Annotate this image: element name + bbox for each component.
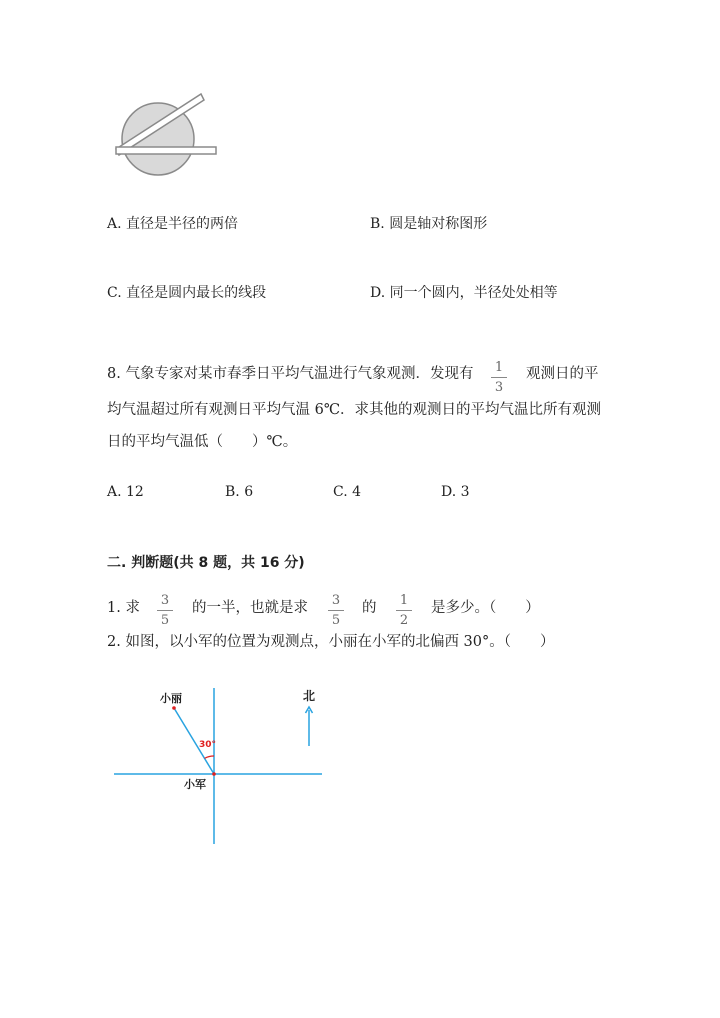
fraction-numerator: 3 xyxy=(331,593,341,608)
q8-line2: 均气温超过所有观测日平均气温 6℃．求其他的观测日的平均气温比所有观测 xyxy=(107,402,602,418)
circle-ruler-figure xyxy=(110,88,230,188)
fraction-bar xyxy=(491,377,507,378)
fraction-denominator: 2 xyxy=(399,613,409,628)
angle-label: 30° xyxy=(199,740,217,750)
fraction-numerator: 1 xyxy=(399,593,409,608)
fraction-bar xyxy=(328,610,344,611)
direction-figure xyxy=(110,682,330,852)
xiaojun-point xyxy=(212,772,216,776)
q8-line1-end: 观测日的平 xyxy=(526,366,599,382)
label-xiaojun: 小军 xyxy=(184,778,206,791)
label-xiaoli: 小丽 xyxy=(160,692,182,705)
j1-mid2: 的 xyxy=(362,600,377,616)
angle-arc xyxy=(205,756,214,758)
fraction-denominator: 3 xyxy=(494,380,504,395)
fraction-denominator: 5 xyxy=(160,613,170,628)
option-d[interactable]: D. 同一个圆内，半径处处相等 xyxy=(370,285,558,301)
fraction-bar xyxy=(157,610,173,611)
label-north: 北 xyxy=(303,689,316,703)
fraction-numerator: 1 xyxy=(494,360,504,375)
j1-fraction-3 xyxy=(394,593,414,628)
j1-prefix: 1. 求 xyxy=(107,600,140,616)
j1-fraction-2 xyxy=(326,593,346,628)
j1-suffix: 是多少。（ ） xyxy=(431,600,540,616)
q8-line1-start: 8. 气象专家对某市春季日平均气温进行气象观测．发现有 xyxy=(107,366,474,382)
xiaoli-point xyxy=(172,706,176,710)
q8-option-d[interactable]: D. 3 xyxy=(441,484,470,500)
fraction-bar xyxy=(396,610,412,611)
option-c[interactable]: C. 直径是圆内最长的线段 xyxy=(107,285,267,301)
q8-line3: 日的平均气温低（ ）℃。 xyxy=(107,434,298,450)
option-b[interactable]: B. 圆是轴对称图形 xyxy=(370,216,488,232)
fraction-denominator: 5 xyxy=(331,613,341,628)
q8-fraction xyxy=(489,360,509,395)
q8-option-a[interactable]: A. 12 xyxy=(107,484,144,500)
option-a[interactable]: A. 直径是半径的两倍 xyxy=(107,216,239,232)
q8-option-b[interactable]: B. 6 xyxy=(225,484,254,500)
q8-option-c[interactable]: C. 4 xyxy=(333,484,362,500)
j1-fraction-1 xyxy=(155,593,175,628)
ruler-horizontal xyxy=(116,147,216,154)
j1-mid1: 的一半，也就是求 xyxy=(192,600,308,616)
j2-text: 2. 如图，以小军的位置为观测点，小丽在小军的北偏西 30°。（ ） xyxy=(107,634,555,650)
fraction-numerator: 3 xyxy=(160,593,170,608)
section-title: 二. 判断题(共 8 题，共 16 分) xyxy=(107,555,305,571)
